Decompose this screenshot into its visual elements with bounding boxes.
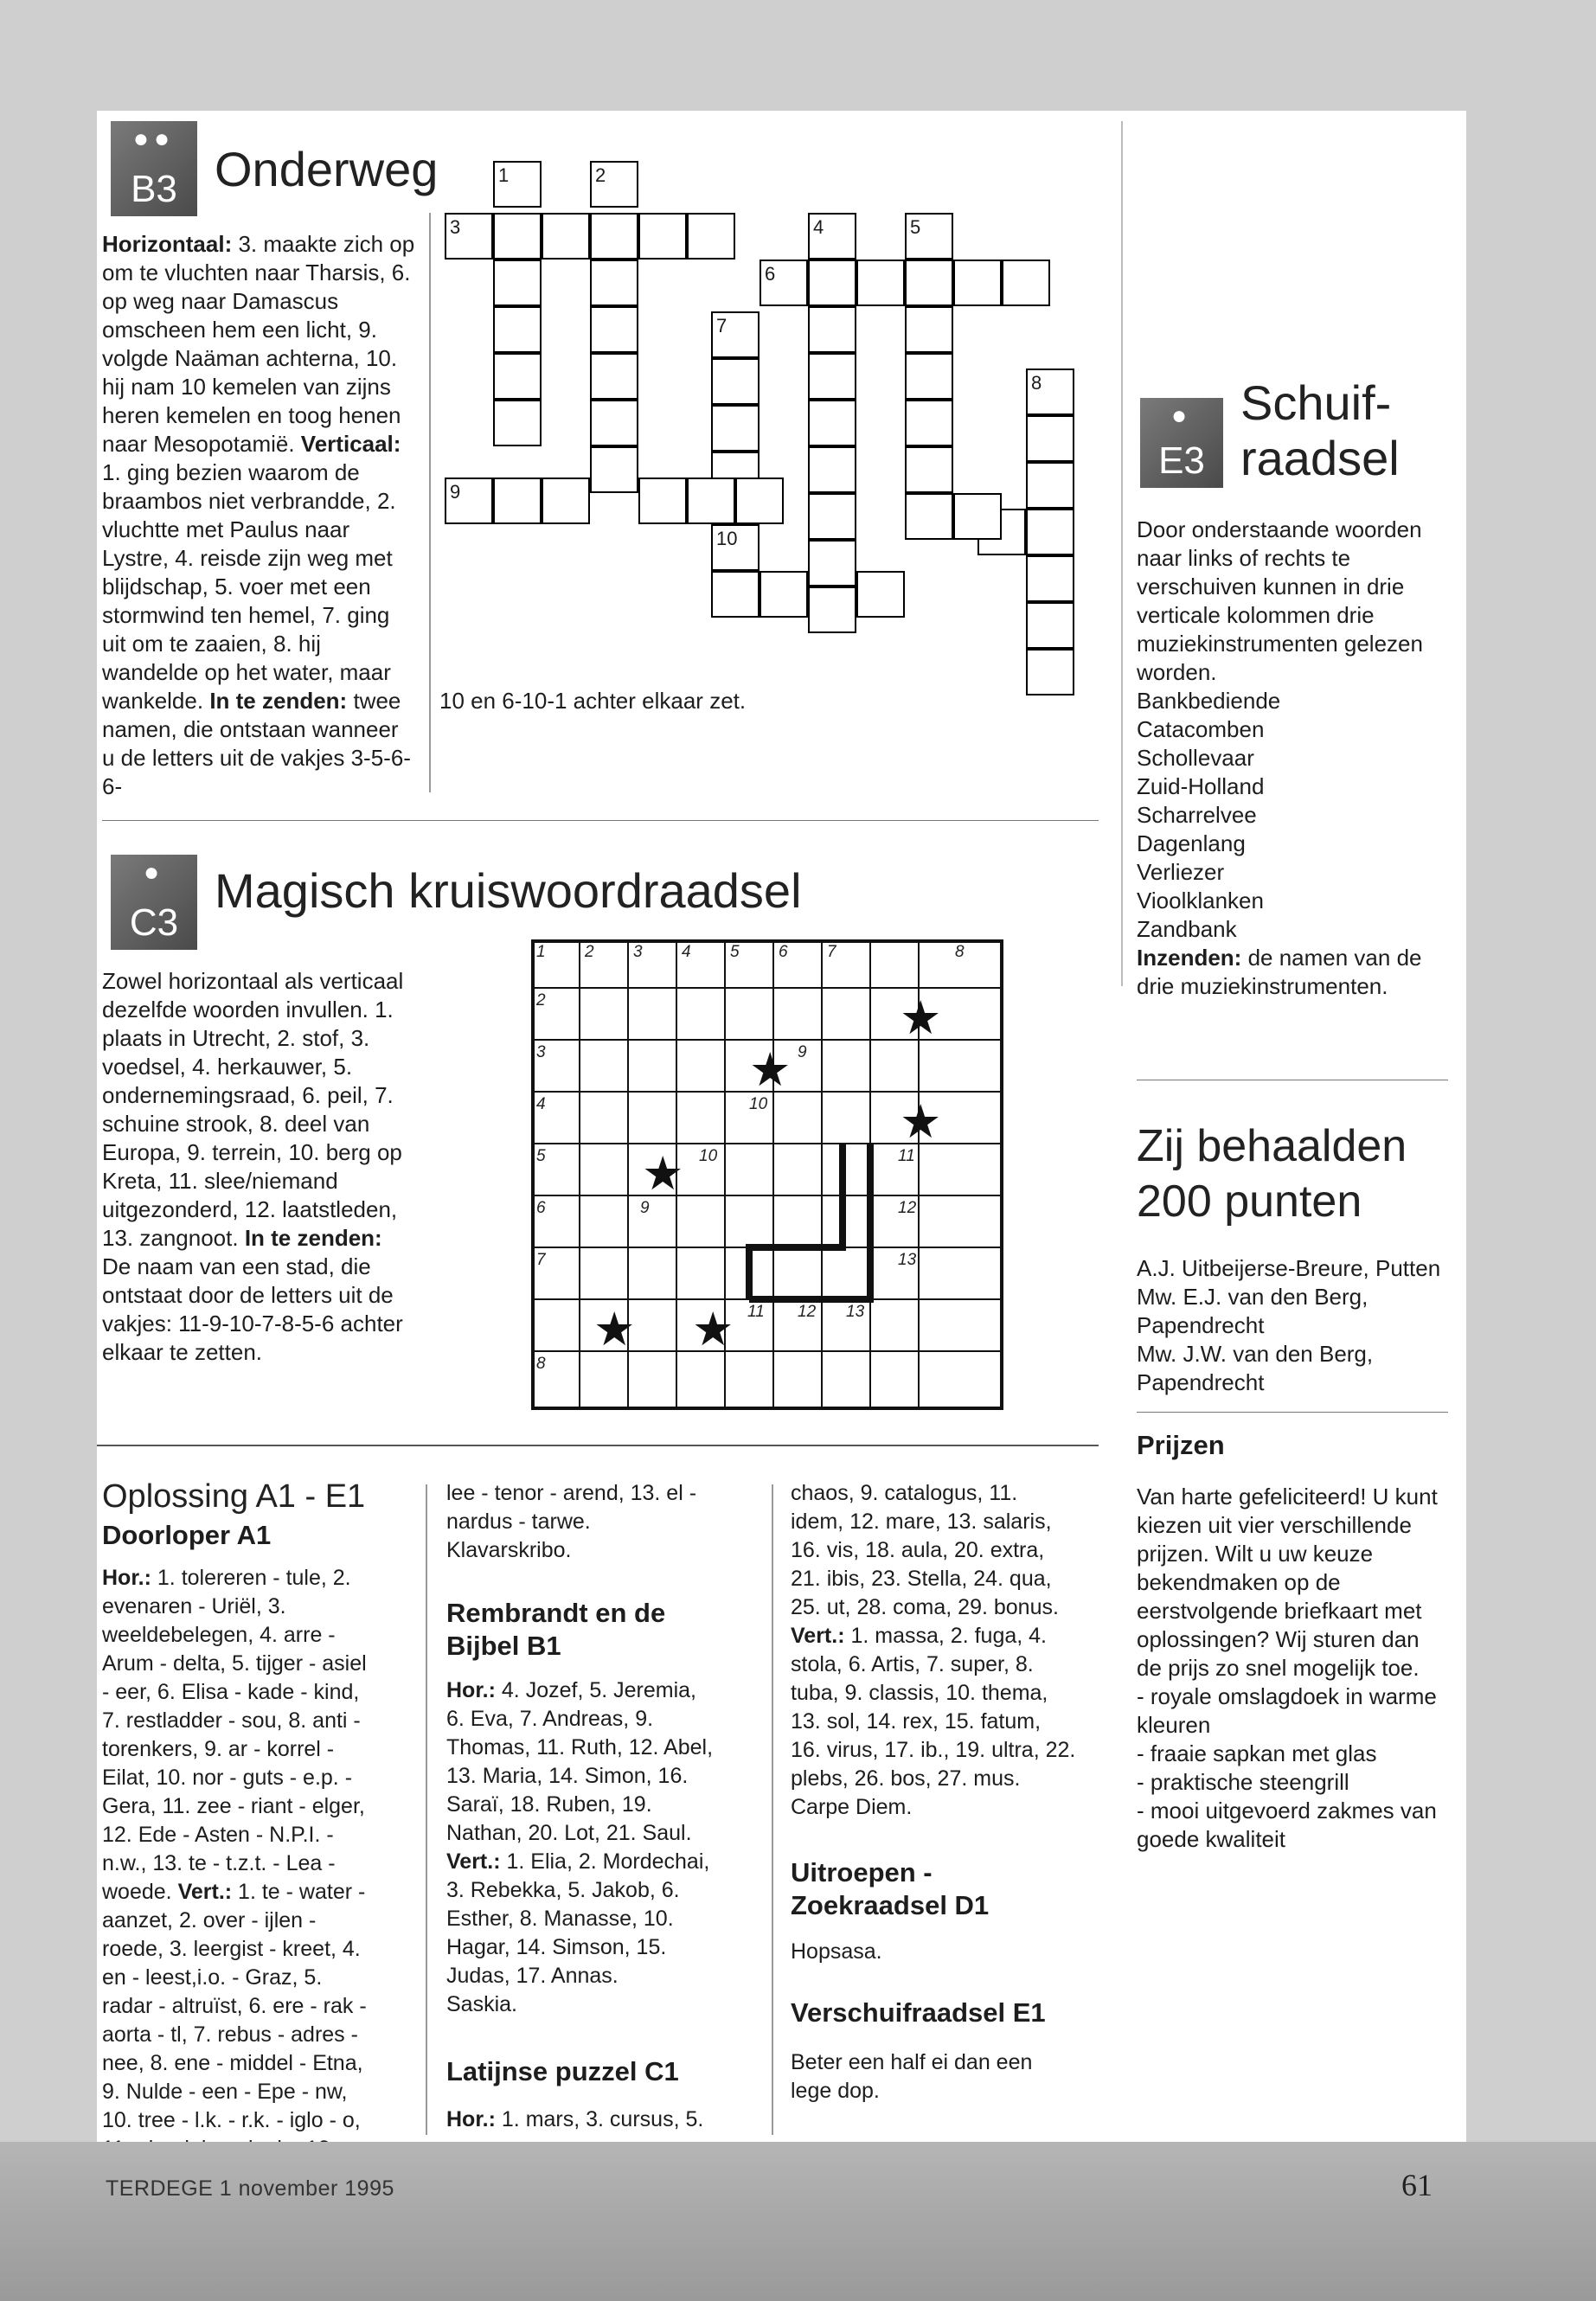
grid-cell[interactable] <box>808 493 856 540</box>
grid-cell[interactable] <box>808 306 856 353</box>
submit-label: In te zenden: <box>209 688 348 714</box>
grid-cell[interactable] <box>1026 415 1074 462</box>
cell-number: 5 <box>730 943 740 961</box>
d1-heading: Uitroepen - Zoekraadsel D1 <box>791 1857 990 1920</box>
grid-cell[interactable] <box>542 478 590 524</box>
hor-label: Hor.: <box>446 1678 496 1702</box>
grid-cell[interactable] <box>542 213 590 260</box>
grid-cell[interactable] <box>905 400 953 446</box>
difficulty-dots: ●● <box>132 125 176 153</box>
grid-cell[interactable] <box>808 213 856 260</box>
list-item: - praktische steengrill <box>1137 1769 1349 1795</box>
list-item: Verliezer <box>1137 859 1225 885</box>
grid-cell[interactable] <box>590 260 638 306</box>
grid-cell[interactable] <box>808 400 856 446</box>
c1-solution-start <box>446 2106 715 2134</box>
cell-number: 11 <box>747 1303 765 1321</box>
grid-cell[interactable] <box>1026 555 1074 602</box>
cell-number: 11 <box>898 1147 915 1165</box>
badge-code: C3 <box>129 901 179 944</box>
puzzle-badge-c3 <box>111 855 197 950</box>
grid-cell[interactable] <box>905 213 953 260</box>
e3-submit <box>1137 944 1445 1001</box>
grid-cell[interactable] <box>1026 369 1074 415</box>
cell-number: 3 <box>536 1043 546 1061</box>
cell-number: 9 <box>798 1043 807 1061</box>
puzzle-title-b3: Onderweg <box>215 142 439 196</box>
cell-number: 7 <box>716 315 727 336</box>
solutions-heading: Oplossing A1 - E1 <box>102 1478 366 1515</box>
puzzle-badge-b3 <box>111 121 197 216</box>
grid-cell[interactable] <box>1026 462 1074 509</box>
grid-cell[interactable] <box>808 586 856 633</box>
b3-submit-continuation: 10 en 6-10-1 achter elkaar zet. <box>439 688 747 714</box>
cell-number: 5 <box>910 216 921 238</box>
e1-heading: Verschuifraadsel E1 <box>791 1997 1046 2028</box>
cell-number: 8 <box>1031 372 1042 394</box>
cell-number: 10 <box>716 528 738 549</box>
list-item: Vioolklanken <box>1137 888 1264 913</box>
a1-continuation: lee - tenor - arend, 13. el - nardus - tarwe. <box>446 1481 697 1534</box>
grid-cell[interactable] <box>808 353 856 400</box>
grid-cell[interactable] <box>687 478 735 524</box>
list-item: - royale omslagdoek in warme kleuren <box>1137 1683 1437 1738</box>
cell-number: 10 <box>699 1147 718 1165</box>
list-item: Scharrelvee <box>1137 802 1257 828</box>
grid-cell[interactable] <box>493 260 542 306</box>
star-icon: ★ <box>593 1304 636 1356</box>
c3-clues <box>102 967 415 1367</box>
cell-number: 3 <box>633 943 643 961</box>
grid-cell[interactable] <box>953 493 1002 540</box>
grid-cell[interactable] <box>735 478 784 524</box>
submit-instructions: De naam van een stad, die ontstaat door de letters uit de vakjes: 11-9-10-7-8-5-6 achter elkaar te zetten. <box>102 1253 403 1365</box>
grid-cell[interactable] <box>905 260 953 306</box>
section-divider <box>97 1445 1099 1446</box>
grid-cell[interactable] <box>808 260 856 306</box>
badge-code: B3 <box>131 168 177 210</box>
list-item: Papendrecht <box>1137 1369 1265 1395</box>
star-icon: ★ <box>749 1044 792 1096</box>
grid-cell[interactable] <box>590 400 638 446</box>
winners-list <box>1137 1254 1448 1397</box>
c1-solution-continued <box>791 1479 1076 1822</box>
star-icon: ★ <box>692 1304 734 1356</box>
c1-heading: Latijnse puzzel C1 <box>446 2056 679 2086</box>
grid-cell[interactable] <box>493 400 542 446</box>
cell-number: 12 <box>798 1303 817 1321</box>
list-item: Papendrecht <box>1137 1312 1265 1338</box>
vert-answers: 1. Elia, 2. Mordechai, 3. Rebekka, 5. Jakob, 6. Esther, 8. Manasse, 10. Hagar, 14. Simson, 15. Judas, 17. Annas. <box>446 1849 710 1988</box>
column-divider <box>429 213 431 792</box>
cell-number: 2 <box>536 991 546 1009</box>
grid-cell[interactable] <box>711 571 760 618</box>
grid-cell[interactable] <box>711 524 760 571</box>
submit-label: In te zenden: <box>244 1225 382 1251</box>
puzzle-title-e3-line2: raadsel <box>1240 431 1400 485</box>
grid-cell[interactable] <box>493 306 542 353</box>
grid-cell[interactable] <box>590 353 638 400</box>
b3-clues <box>102 230 415 801</box>
grid-cell[interactable] <box>711 358 760 405</box>
grid-cell[interactable] <box>1026 509 1074 555</box>
cell-number: 5 <box>536 1147 546 1165</box>
puzzle-title-c3: Magisch kruiswoordraadsel <box>215 863 802 918</box>
puzzle-title-e3-line1: Schuif- <box>1240 375 1392 430</box>
list-item: Schollevaar <box>1137 745 1254 771</box>
hor-answers: 1. tolereren - tule, 2. evenaren - Uriël, 3. weeldebelegen, 4. arre - Arum - delta, 5. tijger - asiel - eer, 6. Elisa - kade - kind, 7. restladder - sou, 8. anti - torenkers, 9. ar - korrel - Eilat, 10. nor - guts - e.p. - Gera, 11. zee - riant - elger, 12. Ede - Asten - N.P.I. - n.w., 13. te - t.z.t. - Lea - woede. <box>102 1566 367 1904</box>
grid-cell[interactable] <box>953 260 1002 306</box>
grid-cell[interactable] <box>905 353 953 400</box>
grid-cell[interactable] <box>638 478 687 524</box>
cell-number: 7 <box>536 1251 546 1269</box>
c1-continuation: chaos, 9. catalogus, 11. idem, 12. mare, 13. salaris, 16. vis, 18. aula, 20. extra, 21. ibis, 23. Stella, 24. qua, 25. ut, 28. coma, 29. bonus. <box>791 1481 1059 1619</box>
cell-number: 2 <box>585 943 594 961</box>
b1-heading: Rembrandt en de Bijbel B1 <box>446 1598 666 1661</box>
grid-cell[interactable] <box>905 306 953 353</box>
cell-number: 4 <box>682 943 691 961</box>
puzzle-badge-e3 <box>1140 398 1223 488</box>
list-item: Dagenlang <box>1137 830 1246 856</box>
grid-cell[interactable] <box>1002 260 1050 306</box>
submit-label: Inzenden: <box>1137 945 1242 971</box>
cell-number: 10 <box>749 1095 768 1113</box>
difficulty-dots: ● <box>1170 401 1193 430</box>
section-divider <box>1137 1412 1448 1413</box>
a1-solution-continued <box>446 1479 715 1565</box>
submit-instructions: de namen van de drie muziekinstrumenten. <box>1137 945 1422 999</box>
grid-cell[interactable] <box>808 540 856 586</box>
cell-number: 9 <box>640 1199 650 1217</box>
cell-number: 7 <box>827 943 836 961</box>
list-item: A.J. Uitbeijerse-Breure, Putten <box>1137 1255 1441 1281</box>
grid-cell[interactable] <box>590 446 638 493</box>
prizes-body <box>1137 1483 1448 1854</box>
star-icon: ★ <box>900 1096 942 1148</box>
hor-label: Hor.: <box>102 1566 151 1590</box>
badge-code: E3 <box>1158 439 1205 482</box>
cell-number: 4 <box>813 216 824 238</box>
a1-extra: Klavarskribo. <box>446 1538 572 1562</box>
section-divider <box>102 820 1099 821</box>
column-divider <box>1121 121 1123 986</box>
submit-instructions: twee namen, die ontstaan wanneer u de letters uit de vakjes 3-5-6-6- <box>102 688 411 799</box>
cell-number: 13 <box>846 1303 865 1321</box>
grid-cell[interactable] <box>760 571 808 618</box>
vertical-clues: 1. ging bezien waarom de braambos niet verbrandde, 2. vluchtte met Paulus naar Lystre, 4. reisde zijn weg met blijdschap, 5. voer met een stormwind ten hemel, 7. ging uit om te zaaien, 8. hij wandelde op het water, maar wankelde. <box>102 459 396 714</box>
grid-cell[interactable] <box>808 446 856 493</box>
footer-band <box>0 2142 1596 2301</box>
grid-cell[interactable] <box>638 213 687 260</box>
c3-clue-text: Zowel horizontaal als verticaal dezelfde woorden invullen. 1. plaats in Utrecht, 2. stof, 3. voedsel, 4. herkauwer, 5. ondernemingsraad, 6. peil, 7. schuine strook, 8. deel van Europa, 9. terrein, 10. berg op Kreta, 11. slee/niemand uitgezonderd, 12. laatstleden, 13. zangnoot. <box>102 968 404 1251</box>
d1-solution: Hopsasa. <box>791 1939 882 1964</box>
grid-cell[interactable] <box>445 213 493 260</box>
list-item: Catacomben <box>1137 716 1265 742</box>
cell-number: 1 <box>498 164 510 186</box>
cell-number: 1 <box>536 943 546 961</box>
star-icon: ★ <box>900 992 942 1044</box>
grid-cell[interactable] <box>760 260 808 306</box>
winners-title-line1: Zij behaalden <box>1137 1121 1407 1171</box>
cell-number: 3 <box>450 216 461 238</box>
grid-cell[interactable] <box>590 306 638 353</box>
cell-number: 6 <box>765 263 776 285</box>
cell-number: 2 <box>595 164 606 186</box>
a1-heading: Doorloper A1 <box>102 1520 272 1550</box>
grid-cell[interactable] <box>905 493 953 540</box>
grid-cell[interactable] <box>905 446 953 493</box>
horizontal-clues: 3. maakte zich op om te vluchten naar Tharsis, 6. op weg naar Damascus omscheen hem een licht, 9. volgde Naäman achterna, 10. hij nam 10 kemelen van zijns heren kemelen en toog henen naar Mesopotamië. <box>102 231 415 457</box>
c1-extra: Carpe Diem. <box>791 1795 913 1819</box>
grid-cell[interactable] <box>687 213 735 260</box>
e3-word-list <box>1137 687 1445 1001</box>
list-item: Mw. E.J. van den Berg, <box>1137 1284 1368 1310</box>
grid-cell[interactable] <box>493 353 542 400</box>
a1-solution-text <box>102 1564 377 2163</box>
horizontal-label: Horizontaal: <box>102 231 233 257</box>
grid-cell[interactable] <box>711 405 760 452</box>
list-item: - mooi uitgevoerd zakmes van goede kwaliteit <box>1137 1798 1437 1852</box>
vert-answers: 1. te - water - aanzet, 2. over - ijlen - roede, 3. leergist - kreet, 4. en - leest,i.o. - Graz, 5. radar - altruïst, 6. ere - rak - aorta - tl, 7. rebus - adres - nee, 8. ene - middel - Etna, 9. Nulde - een - Epe - nw, 10. tree - l.k. - r.k. - iglo - o, <box>102 1880 367 2132</box>
grid-cell[interactable] <box>711 311 760 358</box>
vert-label: Vert.: <box>177 1880 233 1904</box>
list-item: - fraaie sapkan met glas <box>1137 1740 1377 1766</box>
b1-extra: Saskia. <box>446 1992 517 2016</box>
grid-cell[interactable] <box>493 213 542 260</box>
cell-number: 13 <box>898 1251 917 1269</box>
footer-magazine: TERDEGE 1 november 1995 <box>106 2176 394 2201</box>
hor-answers: 4. Jozef, 5. Jeremia, 6. Eva, 7. Andreas, 9. Thomas, 11. Ruth, 12. Abel, 13. Maria, 14. Simon, 16. Saraï, 18. Ruben, 19. Nathan, 20. Lot, 21. Saul. <box>446 1678 714 1845</box>
b1-solution-text <box>446 1676 715 2019</box>
vert-label: Vert.: <box>446 1849 501 1874</box>
e3-intro: Door onderstaande woorden naar links of rechts te verschuiven kunnen in drie verticale kolommen drie muziekinstrumenten gelezen worden. <box>1137 516 1423 685</box>
column-divider <box>772 1484 773 2135</box>
grid-cell[interactable] <box>1026 602 1074 649</box>
hor-label: Hor.: <box>446 2107 496 2131</box>
e1-solution: Beter een half ei dan een lege dop. <box>791 2050 1033 2103</box>
column-divider <box>426 1484 427 2135</box>
vertical-label: Verticaal: <box>300 431 401 457</box>
cell-number: 12 <box>898 1199 917 1217</box>
prizes-heading: Prijzen <box>1137 1430 1225 1460</box>
cell-number: 6 <box>779 943 788 961</box>
grid-cell[interactable] <box>445 478 493 524</box>
cell-number: 8 <box>536 1355 546 1373</box>
winners-title-line2: 200 punten <box>1137 1176 1362 1227</box>
grid-cell[interactable] <box>493 161 542 208</box>
cell-number: 6 <box>536 1199 546 1217</box>
grid-cell[interactable] <box>590 161 638 208</box>
vert-label: Vert.: <box>791 1624 845 1648</box>
list-item: Zuid-Holland <box>1137 773 1265 799</box>
vert-answers: 1. massa, 2. fuga, 4. stola, 6. Artis, 7. super, 8. tuba, 9. classis, 10. thema, 13. sol, 14. rex, 15. fatum, 16. virus, 17. ib., 19. ultra, 22. plebs, 26. bos, 27. mus. <box>791 1624 1076 1791</box>
grid-cell[interactable] <box>590 213 638 260</box>
cell-number: 4 <box>536 1095 546 1113</box>
cell-number: 9 <box>450 481 461 503</box>
grid-cell[interactable] <box>856 571 905 618</box>
grid-cell[interactable] <box>856 260 905 306</box>
list-item: Zandbank <box>1137 916 1237 942</box>
prizes-intro: Van harte gefeliciteerd! U kunt kiezen uit vier verschillende prijzen. Wilt u uw keuze bekendmaken op de eerstvolgende briefkaart met oplossingen? Wij sturen dan de prijs zo snel mogelijk toe. <box>1137 1484 1438 1681</box>
hor-answers: 1. mars, 3. cursus, 5. <box>495 2107 704 2131</box>
grid-cell[interactable] <box>1026 649 1074 695</box>
page-number: 61 <box>1401 2168 1433 2202</box>
difficulty-dots: ● <box>143 858 165 887</box>
star-icon: ★ <box>642 1148 684 1200</box>
grid-cell[interactable] <box>493 478 542 524</box>
list-item: Mw. J.W. van den Berg, <box>1137 1341 1374 1367</box>
cell-number: 8 <box>955 943 965 961</box>
list-item: Bankbediende <box>1137 688 1281 714</box>
